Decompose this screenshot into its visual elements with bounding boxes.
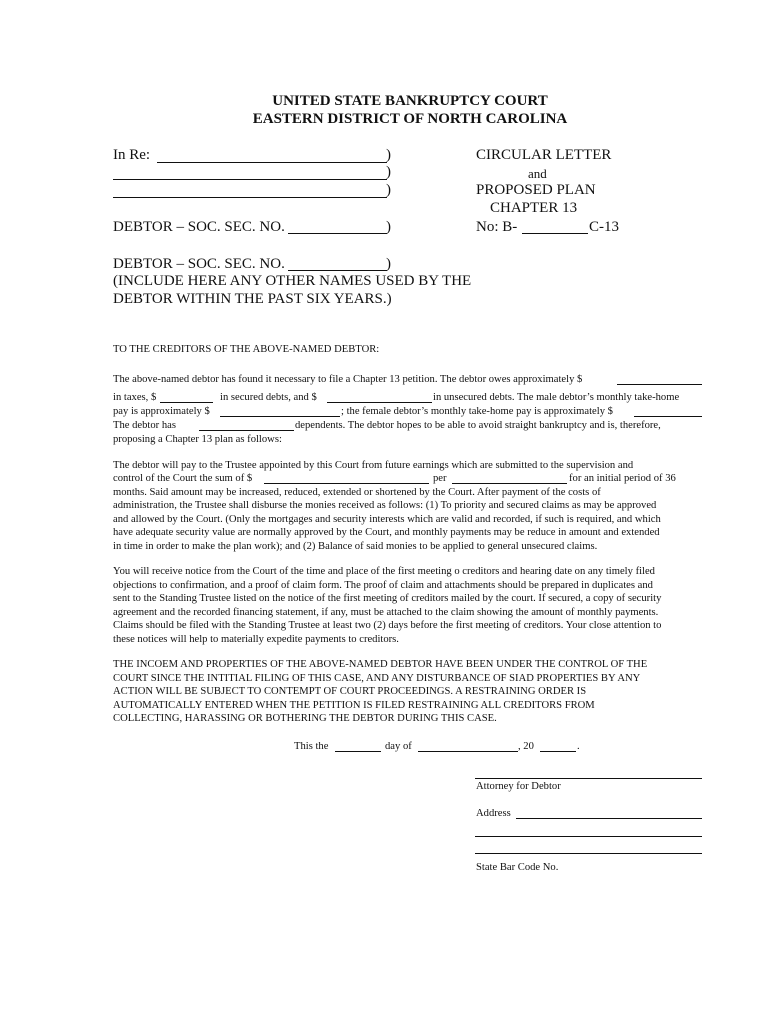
p2-line-1: The debtor will pay to the Trustee appointed by this Court from future earnings which are submitted to the supervision and [113,460,634,471]
district-title: EASTERN DISTRICT OF NORTH CAROLINA [252,111,568,127]
in-re-line-2[interactable] [113,179,387,180]
other-names-note-1: (INCLUDE HERE ANY OTHER NAMES USED BY THE [113,273,472,289]
p4-line: THE INCOEM AND PROPERTIES OF THE ABOVE-NAMED DEBTOR HAVE BEEN UNDER THE CONTROL OF THE [113,659,648,670]
p1-taxes-label: in taxes, $ [113,392,157,403]
p2-sum-label: control of the Court the sum of $ [113,473,253,484]
debtor-ssn-line-2[interactable] [288,270,387,271]
day-field[interactable] [335,751,381,752]
p2-line-4: administration, the Trustee shall disburse the monies received as follows: (1) To priority and secured claims as may be approved [113,500,657,511]
case-no-suffix: C-13 [589,219,619,235]
p1-unsecured-label: in unsecured debts. The male debtor’s monthly take-home [433,392,680,403]
p4-line: COLLECTING, HARASSING OR BOTHERING THE DEBTOR DURING THIS CASE. [113,713,497,724]
secured-debts-field[interactable] [327,402,432,403]
salutation: TO THE CREDITORS OF THE ABOVE-NAMED DEBTOR: [113,344,380,355]
caption-paren: ) [386,182,391,198]
attorney-signature-line[interactable] [475,778,702,779]
address-line-1[interactable] [516,818,702,819]
p1-dependents-text: dependents. The debtor hopes to be able to avoid straight bankruptcy and is, therefore, [295,420,661,431]
caption-paren: ) [386,219,391,235]
address-label: Address [476,808,511,819]
chapter-label: CHAPTER 13 [490,200,578,216]
date-day-of: day of [385,741,412,752]
debtor-ssn-line[interactable] [288,233,387,234]
p3-line: sent to the Standing Trustee listed on the notice of the first meeting of creditors mailed by the court. If secured, a copy of security [113,593,662,604]
year-field[interactable] [540,751,576,752]
p1-female-pay-label: ; the female debtor’s monthly take-home pay is approximately $ [341,406,613,417]
p2-line-6: have adequate security value are normally approved by the Court, and monthly payments may be reduce in amount and extended [113,527,660,538]
and-label: and [528,166,547,181]
other-names-note-2: DEBTOR WITHIN THE PAST SIX YEARS.) [113,291,392,307]
in-re-line-1[interactable] [157,162,387,163]
p4-line: ACTION WILL BE SUBJECT TO CONTEMPT OF COURT PROCEEDINGS. A RESTRAINING ORDER IS [113,686,587,697]
attorney-label: Attorney for Debtor [476,781,561,792]
p4-line: COURT SINCE THE INTITIAL FILING OF THIS CASE, AND ANY DISTURBANCE OF SIAD PROPERTIES BY ANY [113,673,641,684]
date-year-prefix: , 20 [518,741,534,752]
p1-male-pay-label: pay is approximately $ [113,406,210,417]
p1-line-1: The above-named debtor has found it necessary to file a Chapter 13 petition. The debtor owes approximately $ [113,374,583,385]
caption-paren: ) [386,256,391,272]
p1-secured-label: in secured debts, and $ [220,392,317,403]
circular-letter-label: CIRCULAR LETTER [476,147,612,163]
female-pay-field[interactable] [634,416,702,417]
p3-line: Claims should be filed with the Standing Trustee at least two (2) days before the first meeting of creditors. Your close attention to [113,620,662,631]
case-no-line[interactable] [522,233,588,234]
caption-paren: ) [386,164,391,180]
p3-line: You will receive notice from the Court of the time and place of the first meeting o creditors and hearing date on any timely filed [113,566,655,577]
total-debt-field[interactable] [617,384,702,385]
p4-line: AUTOMATICALLY ENTERED WHEN THE PETITION IS FILED RESTRAINING ALL CREDITORS FROM [113,700,595,711]
payment-sum-field[interactable] [264,483,429,484]
p2-line-5: and allowed by the Court. (Only the mortgages and security interests which are valid and recorded, if such is required, and which [113,514,661,525]
p2-line-3: months. Said amount may be increased, reduced, extended or shortened by the Court. After payment of the costs of [113,487,601,498]
dependents-field[interactable] [199,430,294,431]
p3-line: objections to confirmation, and a proof of claim form. The proof of claim and attachments should be prepared in duplicates and [113,580,653,591]
court-title: UNITED STATE BANKRUPTCY COURT [272,93,548,109]
male-pay-field[interactable] [220,416,340,417]
date-this-the: This the [294,741,329,752]
date-period: . [577,741,580,752]
in-re-line-3[interactable] [113,197,387,198]
case-no-prefix: No: B- [476,219,518,235]
proposed-plan-label: PROPOSED PLAN [476,182,596,198]
p1-dependents-label: The debtor has [113,420,176,431]
p2-initial-period: for an initial period of 36 [569,473,676,484]
in-re-label: In Re: [113,147,151,163]
debtor-ssn-label: DEBTOR – SOC. SEC. NO. [113,219,285,235]
p3-line: these notices will help to materially expedite payments to creditors. [113,634,399,645]
month-field[interactable] [418,751,518,752]
p1-line-5: proposing a Chapter 13 plan as follows: [113,434,282,445]
payment-period-field[interactable] [452,483,567,484]
address-line-2[interactable] [475,836,702,837]
taxes-field[interactable] [160,402,213,403]
debtor-ssn-label-2: DEBTOR – SOC. SEC. NO. [113,256,285,272]
p2-per-label: per [433,473,447,484]
p2-line-7: in time in order to make the plan work); and (2) Balance of said monies to be applied to general unsecured claims. [113,541,598,552]
caption-paren: ) [386,147,391,163]
address-line-3[interactable] [475,853,702,854]
bar-code-label: State Bar Code No. [476,862,559,873]
p3-line: agreement and the recorded financing statement, if any, must be attached to the claim showing the amount of monthly payments. [113,607,659,618]
